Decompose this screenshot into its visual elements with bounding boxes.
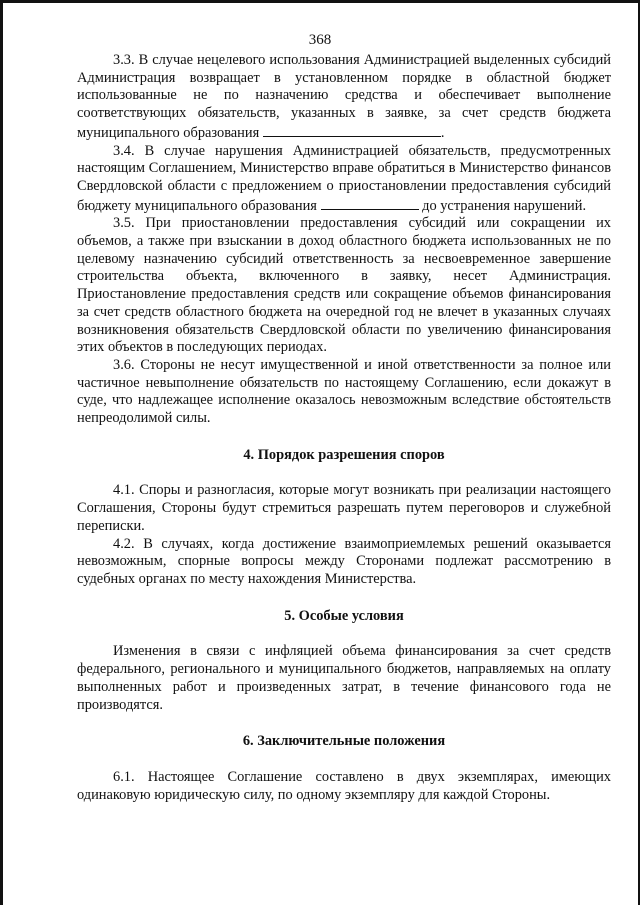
section-4-heading: 4. Порядок разрешения споров <box>243 446 445 463</box>
clause-3-3-end: . <box>440 124 445 141</box>
section-5-text: Изменения в связи с инфляцией объема финансирования за счет средств федерального, регионального и муниципального бюджетов, направляемых на оплату выполненных работ и произведенных затрат, в течение финансового года не производятся. <box>77 643 611 713</box>
blank-line <box>263 123 441 137</box>
section-6-heading: 6. Заключительные положения <box>242 733 446 750</box>
clause-4-2: 4.2. В случаях, когда достижение взаимоприемлемых решений оказывается невозможным, спорные вопросы между Сторонами подлежат рассмотрению в судебных органах по месту нахождения Министерства. <box>77 535 611 587</box>
scan-border-top <box>0 0 640 3</box>
clause-3-5: 3.5. При приостановлении предоставления субсидий или сокращении их объемов, а также при взыскании в доход областного бюджета использованных не по целевому назначению субсидий ответственность за несвоевременное завершение строительства объекта, включенного в заявку, несет Администрация. Приостановление предоставления средств или сокращение объемов финансирования за счет средств областного бюджета на очередной год не влечет в указанных случаях возникновения обязательств Свердловской области по увеличению финансирования этих объектов в последующих периодах. <box>77 215 611 356</box>
blank-line <box>321 196 419 210</box>
clause-3-4 <box>77 143 611 216</box>
clause-3-3-text: 3.3. В случае нецелевого использования Администрацией выделенных субсидий Администрация возвращает в установленном порядке в областной бюджет использованные не по назначению средства и обеспечивает выполнение соответствующих обязательств, указанных в заявке, за счет средств бюджета муниципального образования <box>77 52 611 141</box>
clause-6-1: 6.1. Настоящее Соглашение составлено в двух экземплярах, имеющих одинаковую юридическую силу, по одному экземпляру для каждой Стороны. <box>77 768 611 803</box>
clause-3-3 <box>77 52 611 143</box>
scan-border-left <box>0 0 3 905</box>
clause-3-4-text: 3.4. В случае нарушения Администрацией обязательств, предусмотренных настоящим Соглашением, Министерство вправе обратиться в Министерство финансов Свердловской области с предложением о приостановлении предоставления субсидий бюджету муниципального образования <box>77 142 611 214</box>
section-5-heading: 5. Особые условия <box>284 607 404 624</box>
clause-3-4-end: до устранения нарушений. <box>422 197 587 214</box>
clause-4-1: 4.1. Споры и разногласия, которые могут возникать при реализации настоящего Соглашения, Стороны будут стремиться разрешать путем переговоров и служебной переписки. <box>77 482 611 534</box>
document-body <box>77 52 611 804</box>
page-number: 368 <box>308 32 332 48</box>
clause-3-6: 3.6. Стороны не несут имущественной и иной ответственности за полное или частичное невыполнение обязательств по настоящему Соглашению, если докажут в суде, что надлежащее исполнение оказалось невозможным вследствие обстоятельств непреодолимой силы. <box>77 356 611 427</box>
